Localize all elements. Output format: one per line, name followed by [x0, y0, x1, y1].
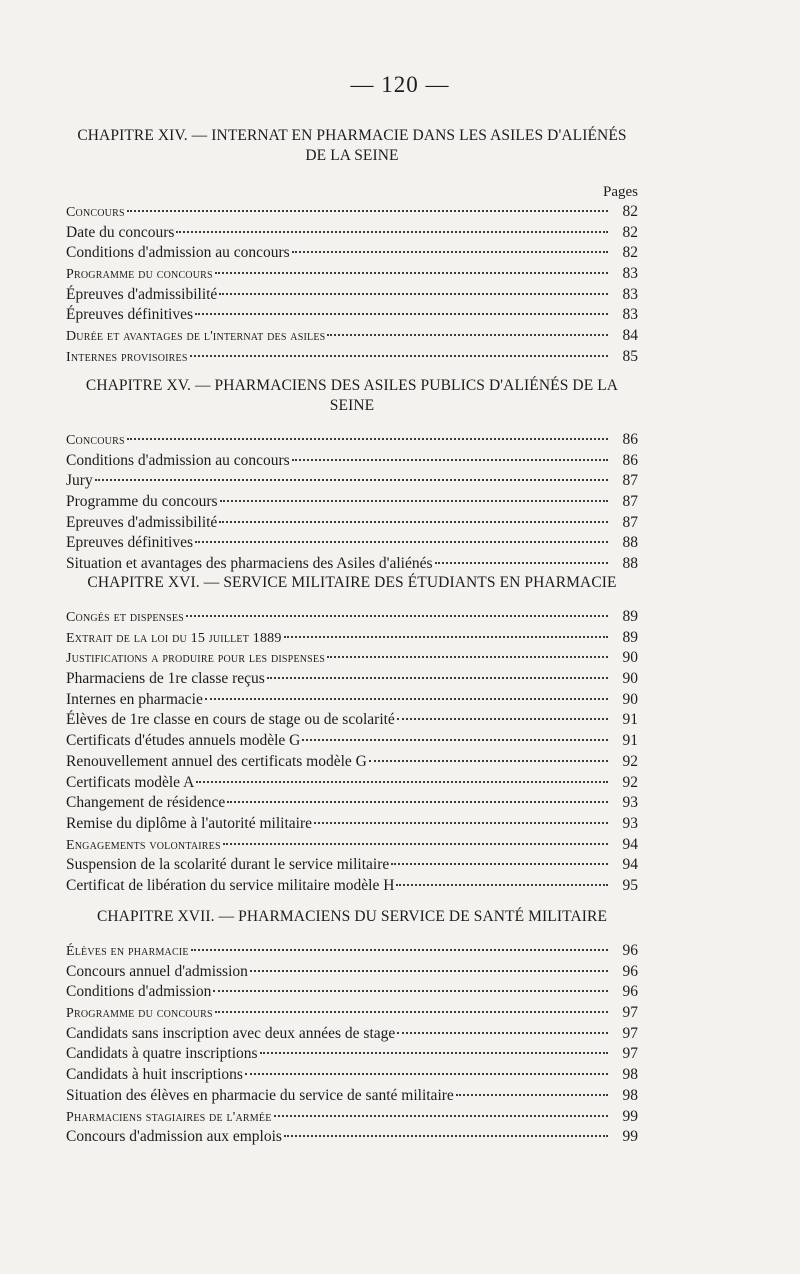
- toc-entry-label: Élèves de 1re classe en cours de stage ou de scolarité: [66, 711, 395, 729]
- toc-entry-label: Date du concours: [66, 223, 175, 241]
- toc-entry-label: Candidats sans inscription avec deux années de stage: [66, 1024, 396, 1042]
- dot-leader: [190, 355, 608, 357]
- toc-entry-page: 96: [622, 942, 638, 959]
- toc-entry: [66, 835, 638, 856]
- toc-entry-page: 90: [622, 690, 638, 708]
- toc-entry-label: Suspension de la scolarité durant le service militaire: [66, 856, 390, 874]
- page-number: — 120 —: [350, 72, 450, 97]
- toc-entry-label: Epreuves d'admissibilité: [66, 513, 218, 531]
- toc-entry-label: Justifications a produire pour les dispenses: [66, 651, 326, 667]
- toc-entry-label: Programme du concours: [66, 1006, 213, 1022]
- toc-entry-label: Conditions d'admission au concours: [66, 244, 290, 262]
- chapter-xv: [66, 376, 638, 575]
- dot-leader: [369, 760, 608, 762]
- chapter-title-line1: CHAPITRE XIV. — INTERNAT EN PHARMACIE DANS LES ASILES D'ALIÉNÉS: [77, 127, 627, 144]
- toc-entry-page: 86: [622, 451, 638, 469]
- dot-leader: [220, 500, 608, 502]
- toc-entry-page: 90: [622, 670, 638, 688]
- pages-column-header: Pages: [603, 184, 638, 200]
- toc-entry-page: 94: [622, 835, 638, 853]
- dot-leader: [314, 822, 608, 824]
- toc-entry-label: Concours annuel d'admission: [66, 962, 248, 980]
- chapter-xiv: [66, 126, 638, 368]
- toc-entry-page: 88: [622, 534, 638, 552]
- toc-entry-page: 82: [622, 203, 638, 220]
- chapter-title: [66, 126, 638, 166]
- toc-entry-label: Situation des élèves en pharmacie du service de santé militaire: [66, 1086, 454, 1104]
- toc-entry-page: 89: [622, 628, 638, 646]
- toc-entry-label: Epreuves définitives: [66, 534, 193, 552]
- toc-entry-page: 99: [622, 1128, 638, 1146]
- dot-leader: [327, 334, 608, 336]
- dot-leader: [191, 949, 608, 951]
- dot-leader: [302, 739, 608, 741]
- toc-entry: [66, 1127, 638, 1148]
- dot-leader: [219, 521, 608, 523]
- toc-entry-label: Changement de résidence: [66, 794, 226, 812]
- dot-leader: [227, 801, 608, 803]
- toc-entry-label: Renouvellement annuel des certificats modèle G: [66, 752, 367, 770]
- toc-entry: [66, 710, 638, 731]
- toc-entry: [66, 607, 638, 628]
- toc-entry-label: Programme du concours: [66, 493, 218, 511]
- toc-entry-label: Pharmaciens de 1re classe reçus: [66, 670, 265, 688]
- toc-entry: [66, 648, 638, 669]
- toc-entry: [66, 554, 638, 575]
- toc-entry-label: Remise du diplôme à l'autorité militaire: [66, 814, 312, 832]
- toc-entry: [66, 513, 638, 534]
- toc-entry-label: Candidats à huit inscriptions: [66, 1066, 243, 1084]
- toc-entry-label: Extrait de la loi du 15 juillet 1889: [66, 630, 282, 646]
- toc-entry: [66, 941, 638, 962]
- toc-entry-label: Certificats d'études annuels modèle G: [66, 732, 301, 750]
- dot-leader: [391, 863, 608, 865]
- toc-entry: [66, 773, 638, 794]
- dot-leader: [215, 272, 608, 274]
- toc-entry: [66, 264, 638, 285]
- toc-entry: [66, 962, 638, 983]
- dot-leader: [250, 970, 608, 972]
- toc-entry-label: Concours: [66, 433, 125, 448]
- toc-entry: [66, 669, 638, 690]
- toc-entry-page: 92: [622, 773, 638, 791]
- toc-entry-page: 87: [622, 513, 638, 531]
- toc-entry-page: 91: [622, 732, 638, 750]
- toc-entry: [66, 690, 638, 711]
- toc-entry-page: 84: [622, 327, 638, 345]
- toc-entry-label: Durée et avantages de l'internat des asiles: [66, 329, 326, 345]
- toc-entry-page: 87: [622, 493, 638, 511]
- chapter-title-line2: DE LA SEINE: [305, 147, 399, 164]
- toc-entry: [66, 876, 638, 897]
- toc-entry-page: 98: [622, 1086, 638, 1104]
- toc-entry: [66, 1107, 638, 1128]
- toc-entry-page: 93: [622, 794, 638, 812]
- toc-entry-page: 94: [622, 856, 638, 874]
- toc-entry-page: 91: [622, 711, 638, 729]
- toc-entry: [66, 752, 638, 773]
- dot-leader: [127, 438, 608, 440]
- dot-leader: [127, 210, 608, 212]
- toc-entry-label: Jury: [66, 472, 93, 490]
- toc-entry-label: Congés et dispenses: [66, 610, 184, 625]
- dot-leader: [245, 1073, 608, 1075]
- dot-leader: [176, 231, 608, 233]
- toc-entry-label: Concours: [66, 205, 125, 220]
- toc-entry-page: 87: [622, 472, 638, 490]
- toc-entry-page: 97: [622, 1024, 638, 1042]
- toc-entry-page: 98: [622, 1066, 638, 1084]
- toc-entry-label: Pharmaciens stagiaires de l'armée: [66, 1109, 272, 1125]
- toc-entry: [66, 1044, 638, 1065]
- toc-entry: [66, 628, 638, 649]
- chapter-title: [66, 376, 638, 416]
- toc-entry: [66, 1024, 638, 1045]
- chapter-title: [66, 907, 638, 927]
- toc-entry: [66, 1003, 638, 1024]
- dot-leader: [219, 293, 608, 295]
- toc-entry: [66, 533, 638, 554]
- toc-entry: [66, 471, 638, 492]
- toc-entry-page: 86: [622, 431, 638, 448]
- dot-leader: [205, 698, 608, 700]
- toc-entry-page: 90: [622, 649, 638, 667]
- toc-entry: [66, 326, 638, 347]
- toc-entry-label: Programme du concours: [66, 267, 213, 283]
- toc-entry-label: Élèves en pharmacie: [66, 944, 189, 959]
- toc-entry-page: 92: [622, 752, 638, 770]
- toc-entry: [66, 223, 638, 244]
- toc-entry: [66, 1086, 638, 1107]
- chapter-xvii: [66, 907, 638, 1148]
- toc-entry: [66, 202, 638, 223]
- toc-entry-page: 96: [622, 983, 638, 1001]
- toc-entry-label: Candidats à quatre inscriptions: [66, 1045, 258, 1063]
- chapter-xvi: [66, 573, 638, 897]
- dot-leader: [274, 1115, 609, 1117]
- toc-entry: [66, 285, 638, 306]
- toc-entry: [66, 814, 638, 835]
- dot-leader: [213, 990, 608, 992]
- toc-entry-page: 89: [622, 608, 638, 625]
- dot-leader: [267, 677, 608, 679]
- toc-entry-label: Situation et avantages des pharmaciens des Asiles d'aliénés: [66, 555, 433, 573]
- chapter-title: [66, 573, 638, 593]
- toc-entry-page: 85: [622, 347, 638, 365]
- dot-leader: [396, 884, 608, 886]
- toc-entry: [66, 347, 638, 368]
- toc-entry-label: Certificats modèle A: [66, 773, 195, 791]
- dot-leader: [95, 479, 608, 481]
- dot-leader: [260, 1052, 608, 1054]
- dot-leader: [456, 1094, 608, 1096]
- toc-entry: [66, 492, 638, 513]
- toc-entry-label: Internes en pharmacie: [66, 690, 203, 708]
- toc-entry: [66, 855, 638, 876]
- toc-entry-page: 83: [622, 306, 638, 324]
- toc-entry-label: Engagements volontaires: [66, 837, 221, 853]
- toc-entry-page: 82: [622, 223, 638, 241]
- toc-entries: [66, 430, 638, 575]
- toc-entry-label: Certificat de libération du service militaire modèle H: [66, 876, 395, 894]
- toc-entry-page: 88: [622, 555, 638, 573]
- chapter-title-line1: CHAPITRE XV. — PHARMACIENS DES ASILES PUBLICS D'ALIÉNÉS DE LA SEINE: [85, 377, 619, 414]
- toc-entry-page: 96: [622, 962, 638, 980]
- dot-leader: [292, 459, 608, 461]
- toc-entry-page: 97: [622, 1004, 638, 1022]
- toc-entry-page: 99: [622, 1107, 638, 1125]
- toc-entries: [66, 941, 638, 1148]
- dot-leader: [435, 562, 608, 564]
- dot-leader: [196, 781, 608, 783]
- dot-leader: [284, 636, 608, 638]
- chapter-title-line1: CHAPITRE XVI. — SERVICE MILITAIRE DES ÉTUDIANTS EN PHARMACIE: [87, 574, 617, 591]
- toc-entry-label: Épreuves d'admissibilité: [66, 285, 218, 303]
- toc-entry-page: 82: [622, 244, 638, 262]
- dot-leader: [223, 843, 608, 845]
- toc-entries: [66, 607, 638, 897]
- dot-leader: [186, 615, 608, 617]
- toc-entry-page: 97: [622, 1045, 638, 1063]
- toc-entry: [66, 451, 638, 472]
- toc-entry-label: Épreuves définitives: [66, 306, 193, 324]
- toc-entry-label: Conditions d'admission au concours: [66, 451, 290, 469]
- toc-entry: [66, 731, 638, 752]
- toc-entry: [66, 1065, 638, 1086]
- dot-leader: [292, 251, 608, 253]
- dot-leader: [284, 1135, 608, 1137]
- toc-entry-label: Concours d'admission aux emplois: [66, 1128, 282, 1146]
- toc-entries: [66, 202, 638, 368]
- toc-entry-page: 83: [622, 265, 638, 283]
- toc-entry-page: 95: [622, 876, 638, 894]
- dot-leader: [195, 313, 608, 315]
- toc-entry-label: Conditions d'admission: [66, 983, 212, 1001]
- toc-entry: [66, 793, 638, 814]
- dot-leader: [195, 541, 608, 543]
- toc-entry: [66, 982, 638, 1003]
- toc-entry: [66, 305, 638, 326]
- toc-entry-page: 93: [622, 814, 638, 832]
- dot-leader: [215, 1011, 608, 1013]
- dot-leader: [327, 656, 608, 658]
- toc-entry: [66, 430, 638, 451]
- dot-leader: [397, 718, 608, 720]
- toc-entry: [66, 243, 638, 264]
- toc-entry-label: Internes provisoires: [66, 349, 188, 365]
- dot-leader: [397, 1032, 608, 1034]
- toc-entry-page: 83: [622, 285, 638, 303]
- chapter-title-line1: CHAPITRE XVII. — PHARMACIENS DU SERVICE DE SANTÉ MILITAIRE: [96, 908, 608, 925]
